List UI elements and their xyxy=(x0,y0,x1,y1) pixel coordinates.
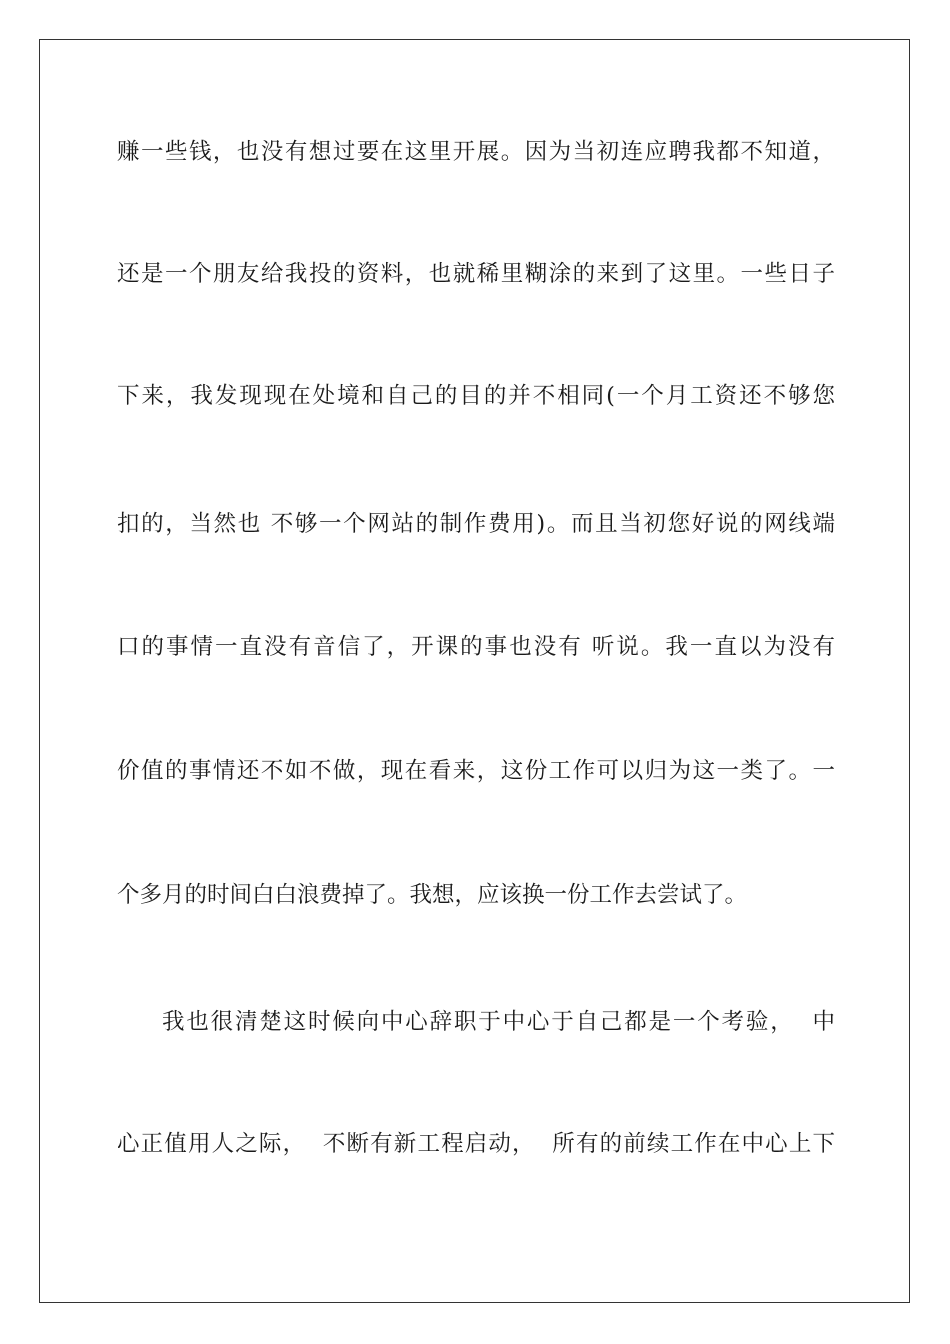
text-line: 还是一个朋友给我投的资料，也就稀里糊涂的来到了这里。一些日子 xyxy=(117,261,835,287)
text-line: 我也很清楚这时候向中心辞职于中心于自己都是一个考验， 中 xyxy=(162,1009,835,1035)
text-line: 下来，我发现现在处境和自己的目的并不相同(一个月工资还不够您 xyxy=(117,383,835,409)
page-border xyxy=(39,39,910,1303)
text-line: 赚一些钱，也没有想过要在这里开展。因为当初连应聘我都不知道， xyxy=(117,139,835,165)
text-line: 扣的，当然也 不够一个网站的制作费用)。而且当初您好说的网线端 xyxy=(117,511,835,537)
text-line: 口的事情一直没有音信了，开课的事也没有 听说。我一直以为没有 xyxy=(117,634,835,660)
text-line: 个多月的时间白白浪费掉了。我想，应该换一份工作去尝试了。 xyxy=(117,882,748,908)
text-line: 价值的事情还不如不做，现在看来，这份工作可以归为这一类了。一 xyxy=(117,758,835,784)
text-line: 心正值用人之际， 不断有新工程启动， 所有的前续工作在中心上下 xyxy=(117,1131,835,1157)
